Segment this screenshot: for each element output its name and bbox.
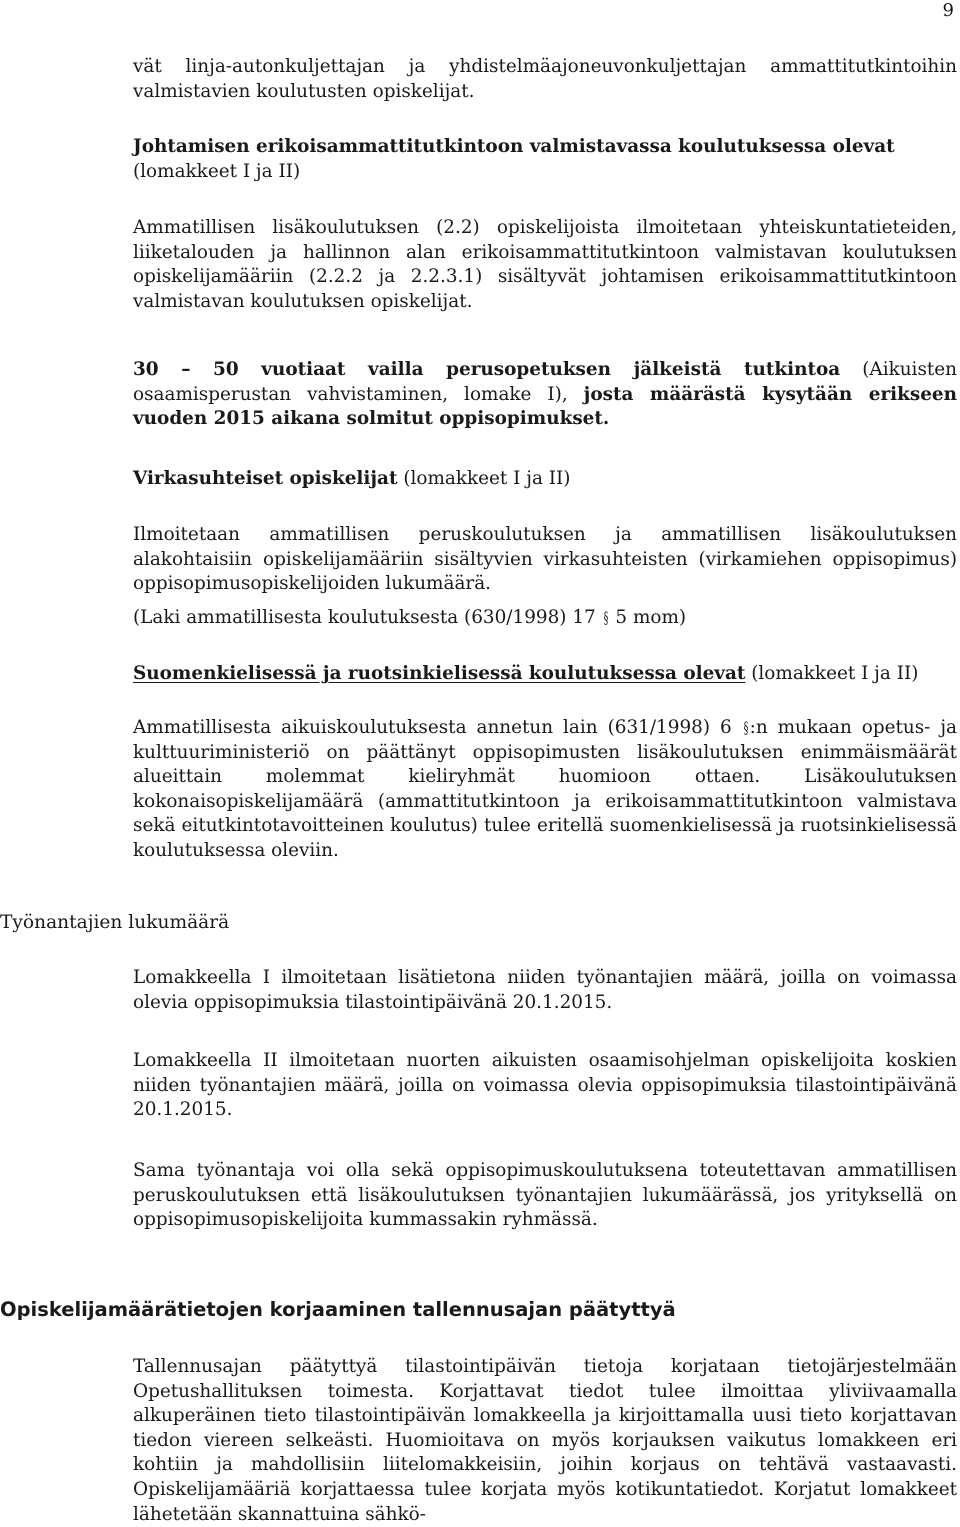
section-heading-korjaaminen: Opiskelijamäärätietojen korjaaminen tallennusajan päätyttyä xyxy=(0,1298,676,1321)
heading-virkasuhteiset-bold: Virkasuhteiset opiskelijat xyxy=(133,468,398,489)
paragraph-30-50-vuotiaat xyxy=(133,358,957,432)
heading-johtamisen-forms: (lomakkeet I ja II) xyxy=(133,160,301,182)
section-sign: § xyxy=(603,608,608,627)
paragraph-korjaaminen: Tallennusajan päätyttyä tilastointipäivän tietoja korjataan tietojärjestelmään Opetushallituksen toimesta. Korjattavat tiedot tulee ilmoittaa yliviivaamalla alkuperäinen tieto tilastointipäivän lomakkeella ja kirjoittamalla uusi tieto korjattavan tiedon viereen selkeästi. Huomioitava on myös korjauksen vaikutus lomakkeen eri kohtiin ja mahdollisiin liitelomakkeisiin, joihin korjaus on tehtävä vastaavasti. Opiskelijamääriä korjattaessa tulee korjata myös kotikuntatiedot. Korjatut lomakkeet lähetetään skannattuina sähkö- xyxy=(133,1356,957,1525)
paragraph-kieliryhmat-rest: :n mukaan opetus- ja kulttuuriministeriö on päättänyt oppisopimusten lisäkoulutuksen enimmäismäärät alueittain molemmat kieliryhmät huomioon ottaen. Lisäkoulutuksen kokonaisopiskelijamäärä (ammattitutkintoon ja erikoisammattitutkintoon valmistava sekä eitutkintotavoitteinen koulutus) tulee eritellä suomenkielisessä ja ruotsinkielisessä koulutuksessa oleviin. xyxy=(133,717,957,861)
heading-kieliryhmat-forms: (lomakkeet I ja II) xyxy=(745,663,919,684)
paragraph-lomake-1: Lomakkeella I ilmoitetaan lisätietona niiden työnantajien määrä, joilla on voimassa olevia oppisopimuksia tilastointipäivänä 20.1.2015. xyxy=(133,967,957,1013)
heading-johtamisen xyxy=(133,135,957,184)
law-ref-start: (Laki ammatillisesta koulutuksesta (630/1998) 17 xyxy=(133,607,602,628)
paragraph-kieliryhmat xyxy=(133,716,957,864)
page-number: 9 xyxy=(942,0,954,21)
law-ref-end: 5 mom) xyxy=(609,607,687,628)
heading-johtamisen-bold: Johtamisen erikoisammattitutkintoon valmistavassa koulutuksessa olevat xyxy=(133,136,895,157)
paragraph-lomake-2: Lomakkeella II ilmoitetaan nuorten aikuisten osaamisohjelman opiskelijoita koskien niiden työnantajien määrä, joilla on voimassa olevia oppisopimuksia tilastointipäivänä 20.1.2015. xyxy=(133,1050,957,1121)
paragraph-johtamisen-details: Ammatillisen lisäkoulutuksen (2.2) opiskelijoista ilmoitetaan yhteiskuntatieteiden, liiketalouden ja hallinnon alan erikoisammattitutkintoon valmistavan koulutuksen opiskelijamääriin (2.2.2 ja 2.2.3.1) sisältyvät johtamisen erikoisammattitutkintoon valmistavan koulutuksen opiskelijat. xyxy=(133,217,957,312)
paragraph-kieliryhmat-start: Ammatillisesta aikuiskoulutuksesta annetun lain (631/1998) 6 xyxy=(133,717,742,738)
paragraph-sama-tyonantaja: Sama työnantaja voi olla sekä oppisopimuskoulutuksena toteutettavan ammatillisen peruskoulutuksen että lisäkoulutuksen työnantajien lukumäärässä, jos yrityksellä on oppisopimusopiskelijoita kummassakin ryhmässä. xyxy=(133,1160,957,1231)
paragraph-virkasuhteiset: Ilmoitetaan ammatillisen peruskoulutuksen ja ammatillisen lisäkoulutuksen alakohtaisiin opiskelijamääriin sisältyvien virkasuhteisten (virkamiehen oppisopimus) oppisopimusopiskelijoiden lukumäärä. xyxy=(133,524,957,595)
paragraph-laki-reference xyxy=(133,606,957,631)
heading-virkasuhteiset-forms: (lomakkeet I ja II) xyxy=(397,468,571,489)
paragraph-30-50-bold-end: josta määrästä kysytään erikseen vuoden 2015 aikana solmitut oppisopimukset. xyxy=(133,383,957,430)
heading-kieliryhmat-bold: Suomenkielisessä ja ruotsinkielisessä koulutuksessa olevat xyxy=(133,663,746,684)
paragraph-30-50-normal: (Aikuisten osaamisperustan vahvistaminen, lomake I), xyxy=(133,359,957,405)
paragraph-linja-autonkuljettaja: vät linja-autonkuljettajan ja yhdistelmäajoneuvonkuljettajan ammattitutkintoihin valmistavien koulutusten opiskelijat. xyxy=(133,56,957,102)
paragraph-30-50-bold-start: 30 – 50 vuotiaat vailla perusopetuksen jälkeistä tutkintoa xyxy=(133,359,841,380)
side-heading-tyonantajien-lukumaara: Työnantajien lukumäärä xyxy=(0,912,230,933)
heading-kieliryhmat xyxy=(133,662,957,687)
heading-virkasuhteiset xyxy=(133,467,957,492)
section-sign: § xyxy=(743,718,749,737)
